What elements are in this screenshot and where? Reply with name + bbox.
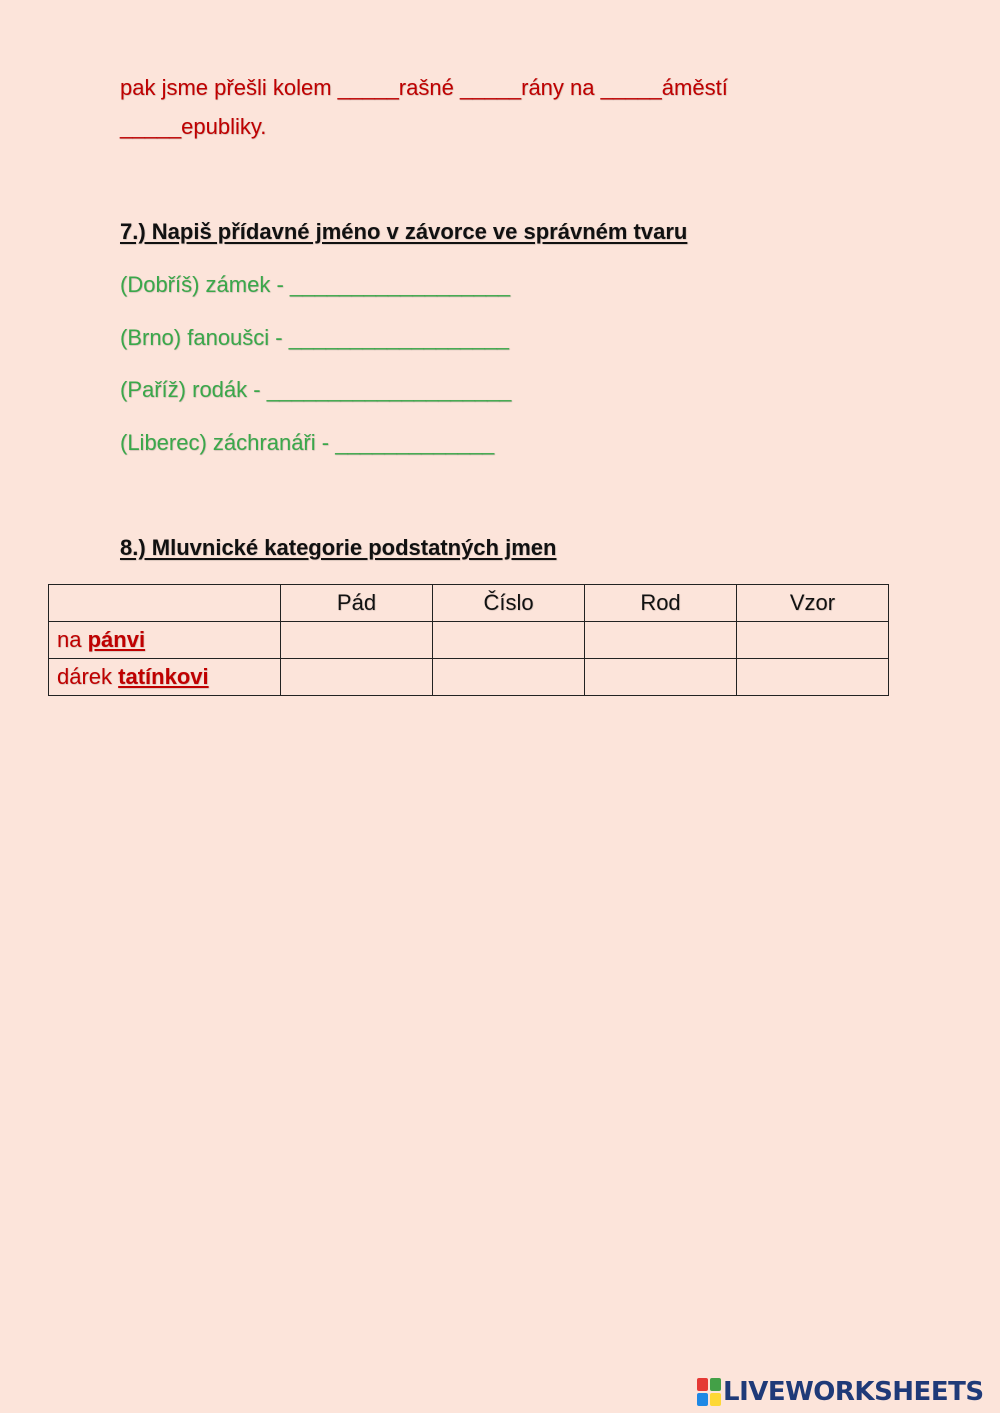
header-cell-pad: Pád [281,585,433,622]
answer-cell-rod[interactable] [585,622,737,659]
header-cell-cislo: Číslo [433,585,585,622]
table-header-row [49,585,889,622]
table-row [49,622,889,659]
answer-cell-rod[interactable] [585,659,737,696]
answer-cell-cislo[interactable] [433,659,585,696]
exercise7-item-brno: (Brno) fanoušci - __________________ [120,325,509,350]
phrase-noun: tatínkovi [118,664,209,689]
liveworksheets-logo-icon [697,1378,721,1406]
exercise7-heading: 7.) Napiš přídavné jméno v závorce ve správném tvaru [120,219,688,244]
exercise6-line2: _____epubliky. [120,114,267,139]
header-cell-rod: Rod [585,585,737,622]
table-row [49,659,889,696]
header-cell-empty [49,585,281,622]
phrase-cell [49,659,281,696]
liveworksheets-logo [697,1377,984,1407]
answer-cell-cislo[interactable] [433,622,585,659]
answer-cell-vzor[interactable] [737,659,889,696]
answer-cell-pad[interactable] [281,622,433,659]
grammar-table [48,584,889,696]
phrase-noun: pánvi [87,627,146,652]
liveworksheets-logo-text: LIVEWORKSHEETS [723,1377,984,1407]
phrase-prefix: dárek [57,664,119,689]
answer-cell-vzor[interactable] [737,622,889,659]
phrase-prefix: na [57,627,88,652]
header-cell-vzor: Vzor [737,585,889,622]
exercise6-line1: pak jsme přešli kolem _____rašné _____rány na _____áměstí [120,75,728,100]
answer-cell-pad[interactable] [281,659,433,696]
phrase-cell [49,622,281,659]
exercise7-item-pariz: (Paříž) rodák - ____________________ [120,377,512,402]
exercise7-item-liberec: (Liberec) záchranáři - _____________ [120,430,495,455]
exercise7-item-dobris: (Dobříš) zámek - __________________ [120,272,511,297]
exercise8-heading: 8.) Mluvnické kategorie podstatných jmen [120,535,557,560]
